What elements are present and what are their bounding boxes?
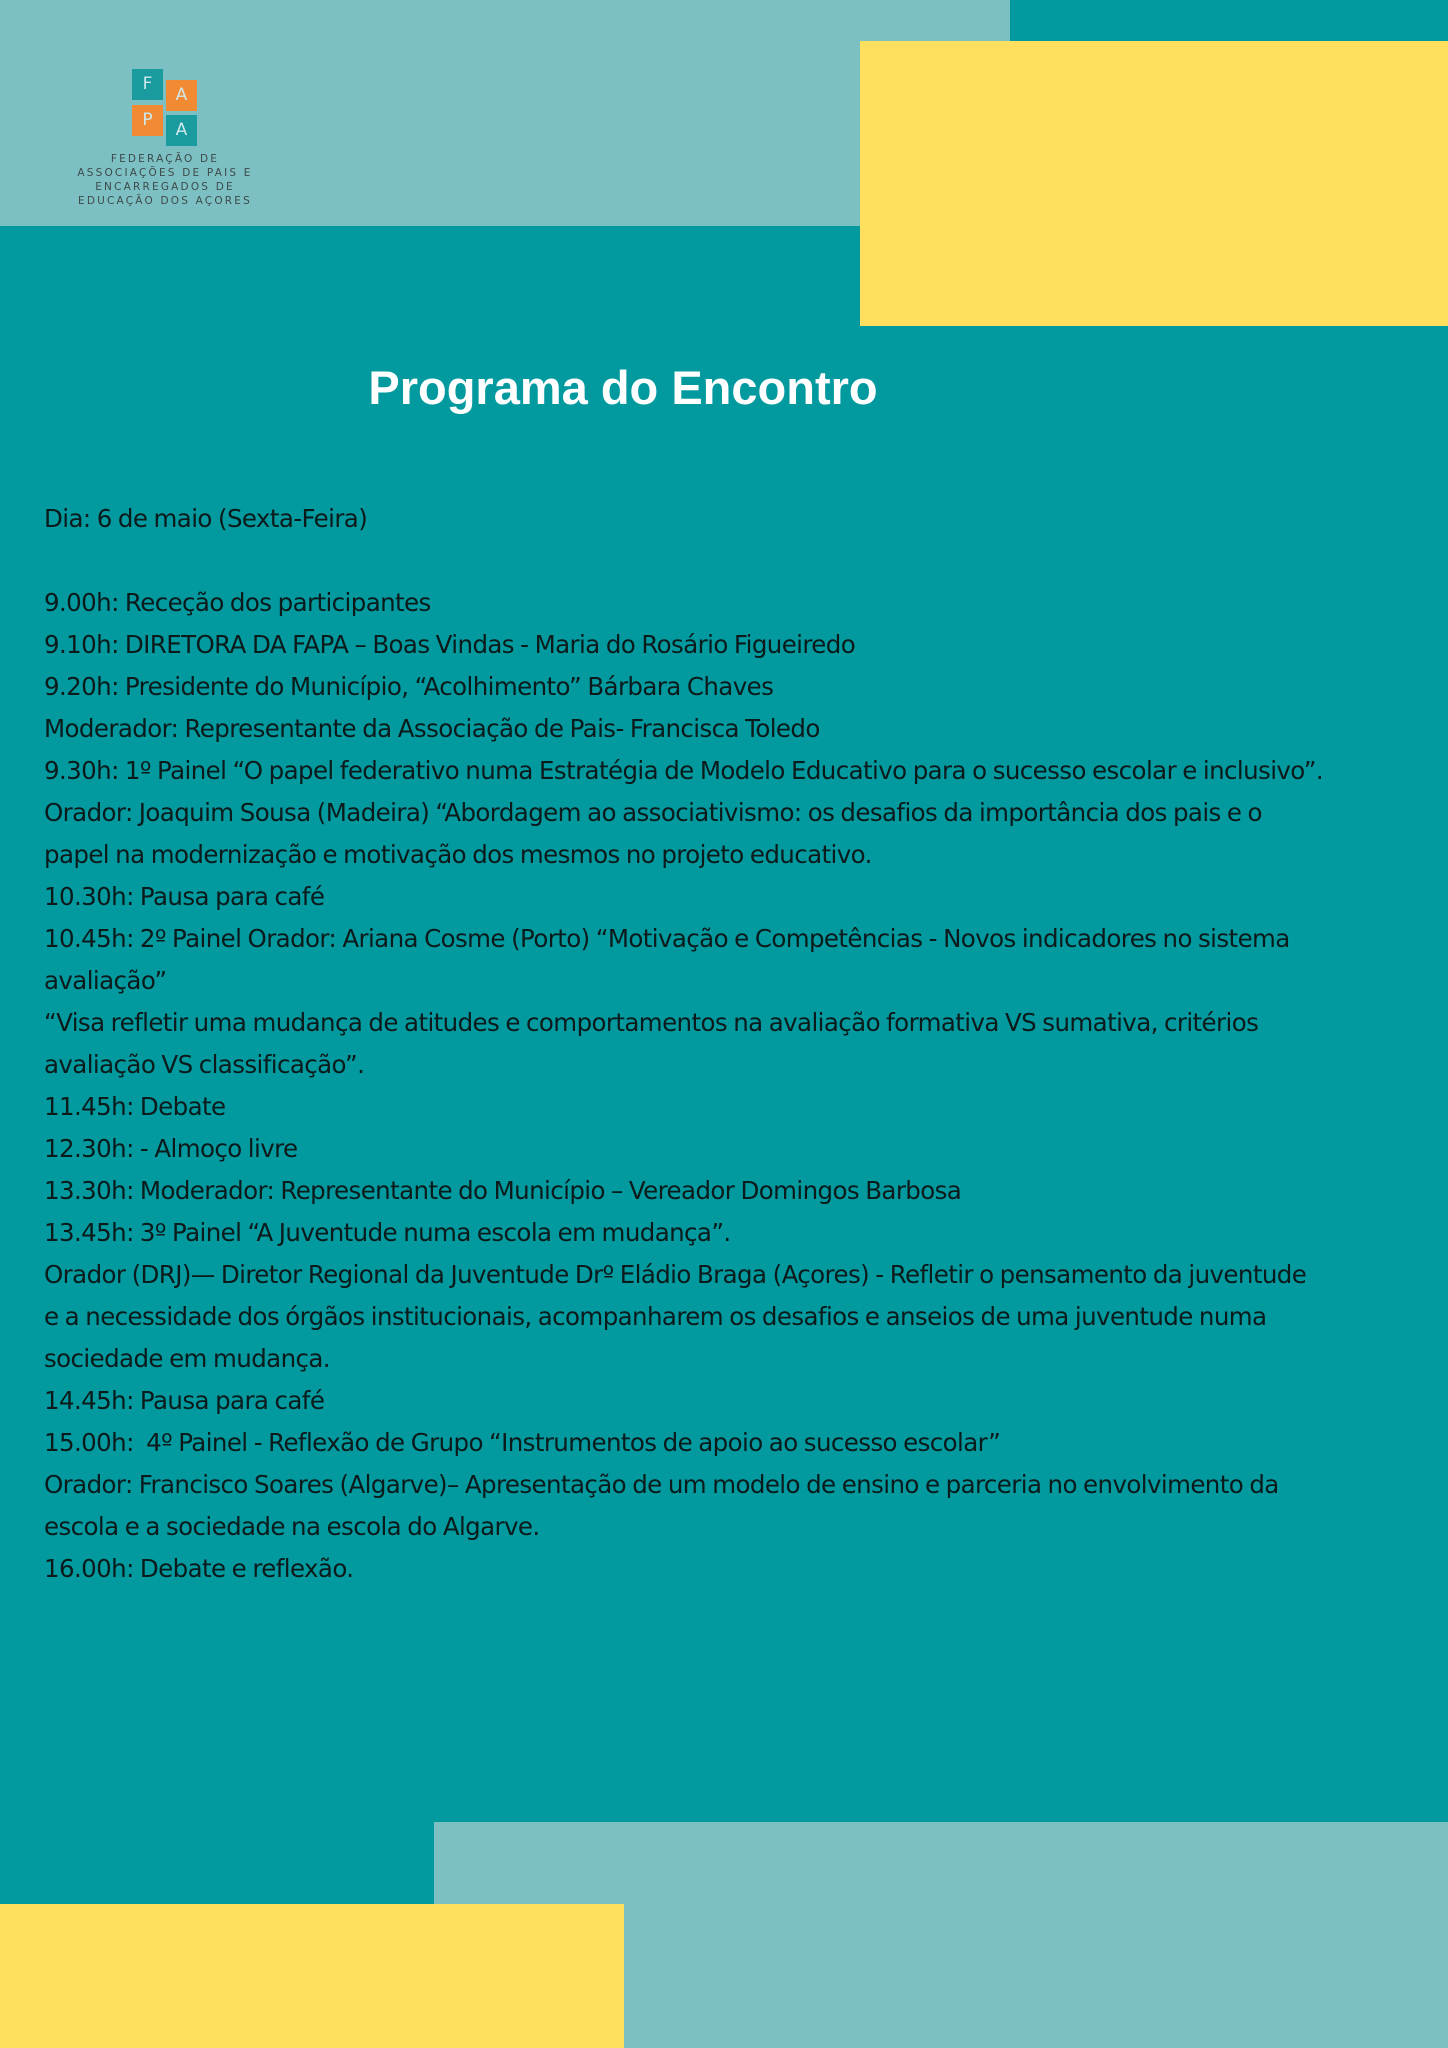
program-line: 15.00h: 4º Painel - Reflexão de Grupo “Instrumentos de apoio ao sucesso escolar” xyxy=(44,1428,1001,1457)
logo-tile-f: F xyxy=(132,69,163,100)
program-line: Orador (DRJ)— Diretor Regional da Juventude Drº Eládio Braga (Açores) - Refletir o pensamento da juventude xyxy=(44,1260,1307,1289)
bottom-yellow-block xyxy=(0,1904,624,2048)
logo-text-line: ENCARREGADOS DE xyxy=(95,181,235,193)
program-line: “Visa refletir uma mudança de atitudes e comportamentos na avaliação formativa VS sumativa, critérios xyxy=(44,1008,1259,1037)
logo-text xyxy=(60,152,270,208)
program-line: 12.30h: - Almoço livre xyxy=(44,1134,298,1163)
spacer xyxy=(44,540,1444,582)
program-line: 16.00h: Debate e reflexão. xyxy=(44,1554,354,1583)
logo-tile-a-bottom: A xyxy=(166,115,197,146)
program-line: avaliação VS classificação”. xyxy=(44,1050,365,1079)
logo-text-line: ASSOCIAÇÕES DE PAIS E xyxy=(77,167,253,179)
program-content xyxy=(44,498,1444,1590)
program-line: 13.45h: 3º Painel “A Juventude numa escola em mudança”. xyxy=(44,1218,731,1247)
program-line: 14.45h: Pausa para café xyxy=(44,1386,325,1415)
program-line: 10.45h: 2º Painel Orador: Ariana Cosme (Porto) “Motivação e Competências - Novos indicadores no sistema xyxy=(44,924,1290,953)
program-line: escola e a sociedade na escola do Algarve. xyxy=(44,1512,540,1541)
program-line: Orador: Joaquim Sousa (Madeira) “Abordagem ao associativismo: os desafios da importância dos pais e o xyxy=(44,798,1262,827)
program-line: 9.10h: DIRETORA DA FAPA – Boas Vindas - Maria do Rosário Figueiredo xyxy=(44,630,856,659)
page-title: Programa do Encontro xyxy=(368,361,878,414)
program-line: 11.45h: Debate xyxy=(44,1092,226,1121)
day-line: Dia: 6 de maio (Sexta-Feira) xyxy=(44,504,368,533)
program-line: 9.00h: Receção dos participantes xyxy=(44,588,431,617)
logo-tile-p: P xyxy=(132,105,163,136)
program-line: e a necessidade dos órgãos institucionais, acompanharem os desafios e anseios de uma juventude numa xyxy=(44,1302,1267,1331)
program-line: 9.20h: Presidente do Município, “Acolhimento” Bárbara Chaves xyxy=(44,672,774,701)
top-yellow-block xyxy=(860,41,1448,326)
program-line: avaliação” xyxy=(44,966,167,995)
program-line: Moderador: Representante da Associação de Pais- Francisca Toledo xyxy=(44,714,820,743)
program-line: papel na modernização e motivação dos mesmos no projeto educativo. xyxy=(44,840,872,869)
program-line: Orador: Francisco Soares (Algarve)– Apresentação de um modelo de ensino e parceria no envolvimento da xyxy=(44,1470,1279,1499)
program-line: 9.30h: 1º Painel “O papel federativo numa Estratégia de Modelo Educativo para o sucesso escolar e inclusivo”. xyxy=(44,756,1324,785)
logo-text-line: EDUCAÇÃO DOS AÇORES xyxy=(77,195,252,207)
program-line: 10.30h: Pausa para café xyxy=(44,882,325,911)
fapa-logo xyxy=(60,68,270,208)
logo-tile-a-top: A xyxy=(166,80,197,111)
logo-text-line: FEDERAÇÃO DE xyxy=(110,153,220,165)
program-line: 13.30h: Moderador: Representante do Município – Vereador Domingos Barbosa xyxy=(44,1176,962,1205)
program-line: sociedade em mudança. xyxy=(44,1344,330,1373)
logo-grid xyxy=(130,68,200,144)
